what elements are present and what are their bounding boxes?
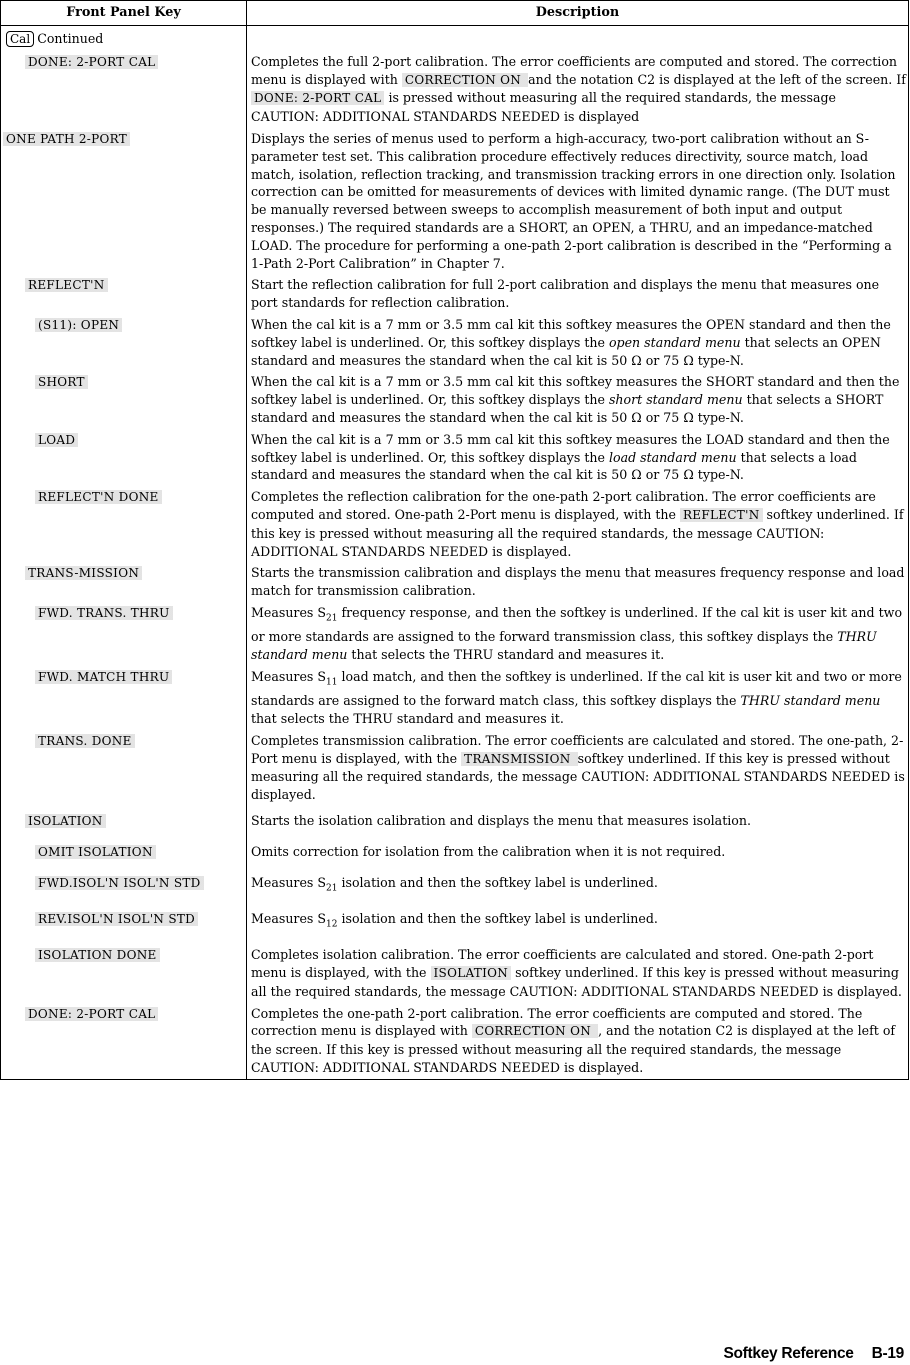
description-text: Omits correction for isolation from the calibration when it is not required. — [251, 843, 726, 859]
table-row — [1, 868, 909, 904]
description-text: Measures S — [251, 910, 326, 926]
softkey-label: REV.ISOL'N ISOL'N STD — [35, 912, 198, 926]
description-text: Completes isolation calibration. The error coefficients are calculated and stored. One-path 2-port menu is displayed, with the — [251, 947, 874, 980]
softkey-label: FWD.ISOL'N ISOL'N STD — [35, 876, 204, 890]
inline-softkey: TRANSMISSION — [461, 752, 577, 766]
description-text: Starts the transmission calibration and displays the menu that measures frequency response and load match for transmission calibration. — [251, 565, 905, 599]
row-description — [247, 602, 909, 666]
row-description — [247, 486, 909, 562]
inline-softkey: CORRECTION ON — [472, 1024, 598, 1038]
description-text: Completes the reflection calibration for the one-path 2-port calibration. The error coefficients are computed and stored. One-path 2-Port menu is displayed, with the — [251, 489, 876, 522]
subscript: 12 — [326, 919, 338, 930]
description-text: load match, and then the softkey is underlined. If the cal kit is user kit and two or more standards are assigned to the forward match class, this softkey displays the — [251, 668, 902, 709]
softkey-label: LOAD — [35, 433, 78, 447]
description-text: frequency response, and then the softkey is underlined. If the cal kit is user kit and two or more standards are assigned to the forward transmission class, this softkey displays the — [251, 604, 903, 645]
subscript: 11 — [326, 677, 338, 688]
row-description — [247, 904, 909, 940]
table-row — [1, 429, 909, 486]
table-row — [1, 730, 909, 806]
page-number: B-19 — [871, 1345, 904, 1362]
description-text: softkey underlined. If this key is pressed without measuring all the required standards, the message CAUTION: ADDITIONAL STANDARDS NEEDED is displayed. — [251, 964, 902, 999]
description-text: When the cal kit is a 7 mm or 3.5 mm cal kit this softkey measures the OPEN standard and then the softkey label is underlined. Or, this softkey displays the — [251, 316, 891, 350]
row-description — [247, 940, 909, 1002]
description-text: softkey underlined. If this key is pressed without measuring all the required standards, the message CAUTION: ADDITIONAL STANDARDS NEEDED is displayed. — [251, 506, 904, 559]
table-row — [1, 904, 909, 940]
table-row — [1, 837, 909, 868]
table-row — [1, 602, 909, 666]
description-text: Start the reflection calibration for full 2-port calibration and displays the menu that measures one port standards for reflection calibration. — [251, 277, 880, 311]
softkey-label: SHORT — [35, 375, 88, 389]
description-text: that selects the THRU standard and measures it. — [251, 710, 564, 726]
table-row — [1, 51, 909, 128]
table-row — [1, 371, 909, 428]
description-text: , and the notation C2 is displayed at the left of the screen. If this key is pressed without measuring all the required standards, the message CAUTION: ADDITIONAL STANDARDS NEEDED is displayed. — [251, 1023, 896, 1075]
table-row — [1, 806, 909, 837]
softkey-label: TRANS-MISSION — [25, 566, 142, 580]
table-row — [1, 940, 909, 1002]
softkey-label: FWD. MATCH THRU — [35, 670, 172, 684]
description-text: When the cal kit is a 7 mm or 3.5 mm cal kit this softkey measures the LOAD standard and then the softkey label is underlined. Or, this softkey displays the — [251, 431, 890, 465]
softkey-label: TRANS. DONE — [35, 734, 135, 748]
row-description — [247, 128, 909, 274]
table-row — [1, 128, 909, 274]
description-text: that selects a SHORT standard and measures the standard when the cal kit is 50 Ω or 75 Ω type-N. — [251, 392, 884, 425]
row-description — [247, 730, 909, 806]
row-description — [247, 562, 909, 602]
softkey-label: DONE: 2-PORT CAL — [25, 55, 158, 69]
table-header-row — [1, 1, 909, 26]
softkey-label: DONE: 2-PORT CAL — [25, 1007, 158, 1021]
menu-name: THRU standard menu — [740, 693, 881, 709]
subscript: 21 — [326, 613, 338, 624]
description-text: is pressed without measuring all the required standards, the message CAUTION: ADDITIONAL STANDARDS NEEDED is displayed — [251, 90, 836, 125]
row-description — [247, 1003, 909, 1080]
description-text: Measures S — [251, 604, 326, 620]
table-row — [1, 486, 909, 562]
row-description — [247, 51, 909, 128]
description-text: that selects an OPEN standard and measures the standard when the cal kit is 50 Ω or 75 Ω type-N. — [251, 334, 881, 368]
menu-name: THRU standard menu — [251, 629, 877, 663]
subscript: 21 — [326, 883, 338, 894]
inline-softkey: CORRECTION ON — [402, 73, 528, 87]
row-description — [247, 314, 909, 371]
inline-softkey: ISOLATION — [431, 966, 512, 980]
softkey-label: ISOLATION — [25, 814, 106, 828]
row-description — [247, 806, 909, 837]
table-row — [1, 666, 909, 730]
description-text: softkey underlined. If this key is pressed without measuring all the required standards, the message CAUTION: ADDITIONAL STANDARDS NEEDED is displayed. — [251, 750, 905, 803]
description-text: Completes transmission calibration. The error coefficients are calculated and stored. The one-path, 2-Port menu is displayed, with the — [251, 732, 904, 766]
row-description — [247, 868, 909, 904]
description-column-header: Description — [247, 1, 909, 26]
description-text: that selects a load standard and measures the standard when the cal kit is 50 Ω or 75 Ω type-N. — [251, 449, 857, 483]
description-text: Completes the full 2-port calibration. The error coefficients are computed and stored. The correction menu is displayed with — [251, 53, 898, 87]
key-column-header: Front Panel Key — [1, 1, 247, 26]
description-text: isolation and then the softkey label is underlined. — [337, 910, 658, 926]
softkey-label: (S11): OPEN — [35, 318, 122, 332]
table-row — [1, 274, 909, 314]
description-text: Completes the one-path 2-port calibration. The error coefficients are computed and stored. The correction menu is displayed with — [251, 1005, 863, 1039]
description-text: Measures S — [251, 874, 326, 890]
continued-label: Continued — [37, 31, 104, 46]
menu-name: open standard menu — [608, 334, 741, 350]
menu-name: short standard menu — [608, 392, 743, 408]
softkey-label: OMIT ISOLATION — [35, 845, 156, 859]
table-row — [1, 562, 909, 602]
footer-section-title: Softkey Reference — [723, 1345, 854, 1362]
description-text: Measures S — [251, 668, 326, 684]
continued-row — [1, 26, 909, 51]
softkey-label: ISOLATION DONE — [35, 948, 160, 962]
description-text: and the notation C2 is displayed at the left of the screen. If — [528, 71, 906, 87]
description-text: isolation and then the softkey label is underlined. — [337, 874, 658, 890]
inline-softkey: REFLECT'N — [680, 508, 763, 522]
description-text: Displays the series of menus used to perform a high-accuracy, two-port calibration without an S-parameter test set. This calibration procedure effectively reduces directivity, source match, load match, isolation, reflection tracking, and transmission tracking errors in one direction only. Isolation correction can be omitted for measurements of devices with limited dynamic range. (The DUT must be manually reversed between sweeps to accomplish measurement of both input and output responses.) The required standards are a SHORT, an OPEN, a THRU, and an impedance-matched LOAD. The procedure for performing a one-path 2-port calibration is described in the “Performing a 1-Path 2-Port Calibration” in Chapter 7. — [251, 130, 896, 271]
softkey-label: REFLECT'N DONE — [35, 490, 162, 504]
table-row — [1, 1003, 909, 1080]
table-row — [1, 314, 909, 371]
softkey-label: ONE PATH 2-PORT — [3, 132, 130, 146]
description-text: that selects the THRU standard and measures it. — [347, 647, 665, 663]
description-text: When the cal kit is a 7 mm or 3.5 mm cal kit this softkey measures the SHORT standard and then the softkey label is underlined. Or, this softkey displays the — [251, 374, 900, 408]
softkey-label: FWD. TRANS. THRU — [35, 606, 173, 620]
row-description — [247, 371, 909, 428]
softkey-label: REFLECT'N — [25, 278, 108, 292]
row-description — [247, 666, 909, 730]
inline-softkey: DONE: 2-PORT CAL — [251, 91, 384, 105]
menu-name: load standard menu — [608, 449, 737, 465]
cal-hardkey: Cal — [6, 31, 34, 47]
description-text: Starts the isolation calibration and displays the menu that measures isolation. — [251, 812, 751, 828]
row-description — [247, 837, 909, 868]
row-description — [247, 274, 909, 314]
row-description — [247, 429, 909, 486]
page-footer — [723, 1345, 904, 1363]
